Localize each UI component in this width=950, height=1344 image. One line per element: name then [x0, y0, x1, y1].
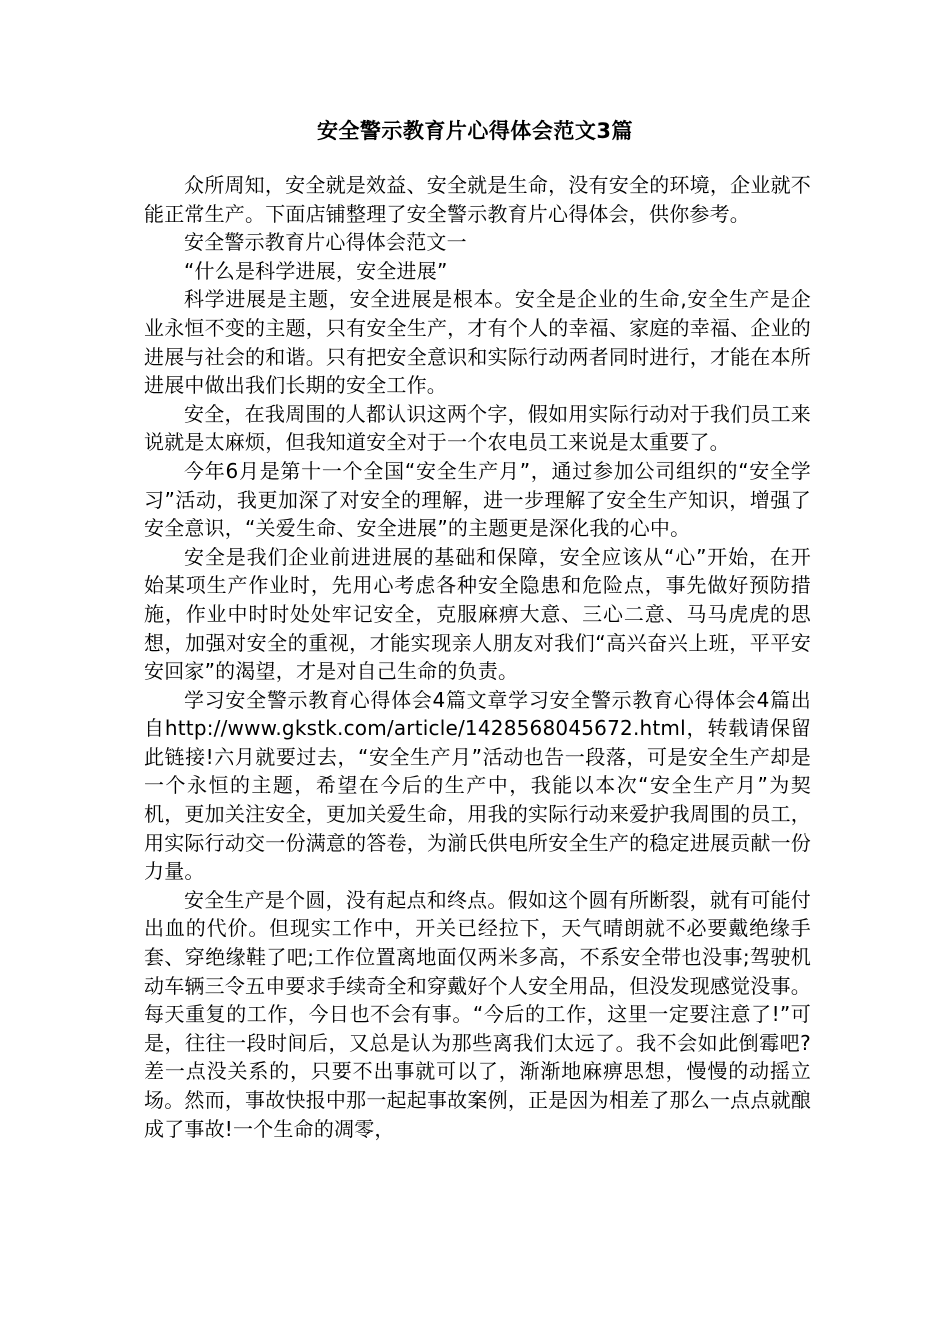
- body-paragraph: 安全是我们企业前进进展的基础和保障，安全应该从“心”开始，在开始某项生产作业时，先用心考虑各种安全隐患和危险点，事先做好预防措施，作业中时时处处牢记安全，克服麻痹大意、三心二意、马马虎虎的思想，加强对安全的重视，才能实现亲人朋友对我们“高兴奋兴上班，平平安安回家”的渴望，才是对自己生命的负责。: [144, 544, 811, 684]
- document-body: [144, 171, 811, 1143]
- intro-paragraph: 众所周知，安全就是效益、安全就是生命，没有安全的环境，企业就不能正常生产。下面店铺整理了安全警示教育片心得体会，供你参考。: [144, 173, 811, 226]
- body-paragraph: 安全生产是个圆，没有起点和终点。假如这个圆有所断裂，就有可能付出血的代价。但现实工作中，开关已经拉下，天气晴朗就不必要戴绝缘手套、穿绝缘鞋了吧;工作位置离地面仅两米多高，不系安全带也没事;驾驶机动车辆三令五申要求手续奇全和穿戴好个人安全用品，但没发现感觉没事。每天重复的工作，今日也不会有事。“今后的工作，这里一定要注意了!”可是，往往一段时间后，又总是认为那些离我们太远了。我不会如此倒霉吧?差一点没关系的，只要不出事就可以了，渐渐地麻痹思想，慢慢的动摇立场。然而，事故快报中那一起起事故案例，正是因为相差了那么一点点就酿成了事故!一个生命的凋零，: [144, 887, 811, 1141]
- body-paragraph-with-link: 学习安全警示教育心得体会4篇文章学习安全警示教育心得体会4篇出自http://www.gkstk.com/article/1428568045672.html，转载请保留此链接!六月就要过去，“安全生产月”活动也告一段落，可是安全生产却是一个永恒的主题，希望在今后的生产中，我能以本次“安全生产月”为契机，更加关注安全，更加关爱生命，用我的实际行动来爱护我周围的员工，用实际行动交一份满意的答卷，为湔氏供电所安全生产的稳定进展贡献一份力量。: [144, 687, 811, 884]
- section-heading: 安全警示教育片心得体会范文一: [184, 230, 467, 255]
- quote-heading: “什么是科学进展，安全进展”: [184, 258, 448, 283]
- document-title: 安全警示教育片心得体会范文3篇: [316, 119, 634, 143]
- body-paragraph: 今年6月是第十一个全国“安全生产月”，通过参加公司组织的“安全学习”活动，我更加深了对安全的理解，进一步理解了安全生产知识，增强了安全意识，“关爱生命、安全进展”的主题更是深化我的心中。: [144, 458, 811, 541]
- body-paragraph: 安全，在我周围的人都认识这两个字，假如用实际行动对于我们员工来说就是太麻烦，但我知道安全对于一个农电员工来说是太重要了。: [144, 401, 811, 455]
- body-paragraph: 科学进展是主题，安全进展是根本。安全是企业的生命,安全生产是企业永恒不变的主题，只有安全生产，才有个人的幸福、家庭的幸福、企业的进展与社会的和谐。只有把安全意识和实际行动两者同时进行，才能在本所进展中做出我们长期的安全工作。: [144, 287, 811, 398]
